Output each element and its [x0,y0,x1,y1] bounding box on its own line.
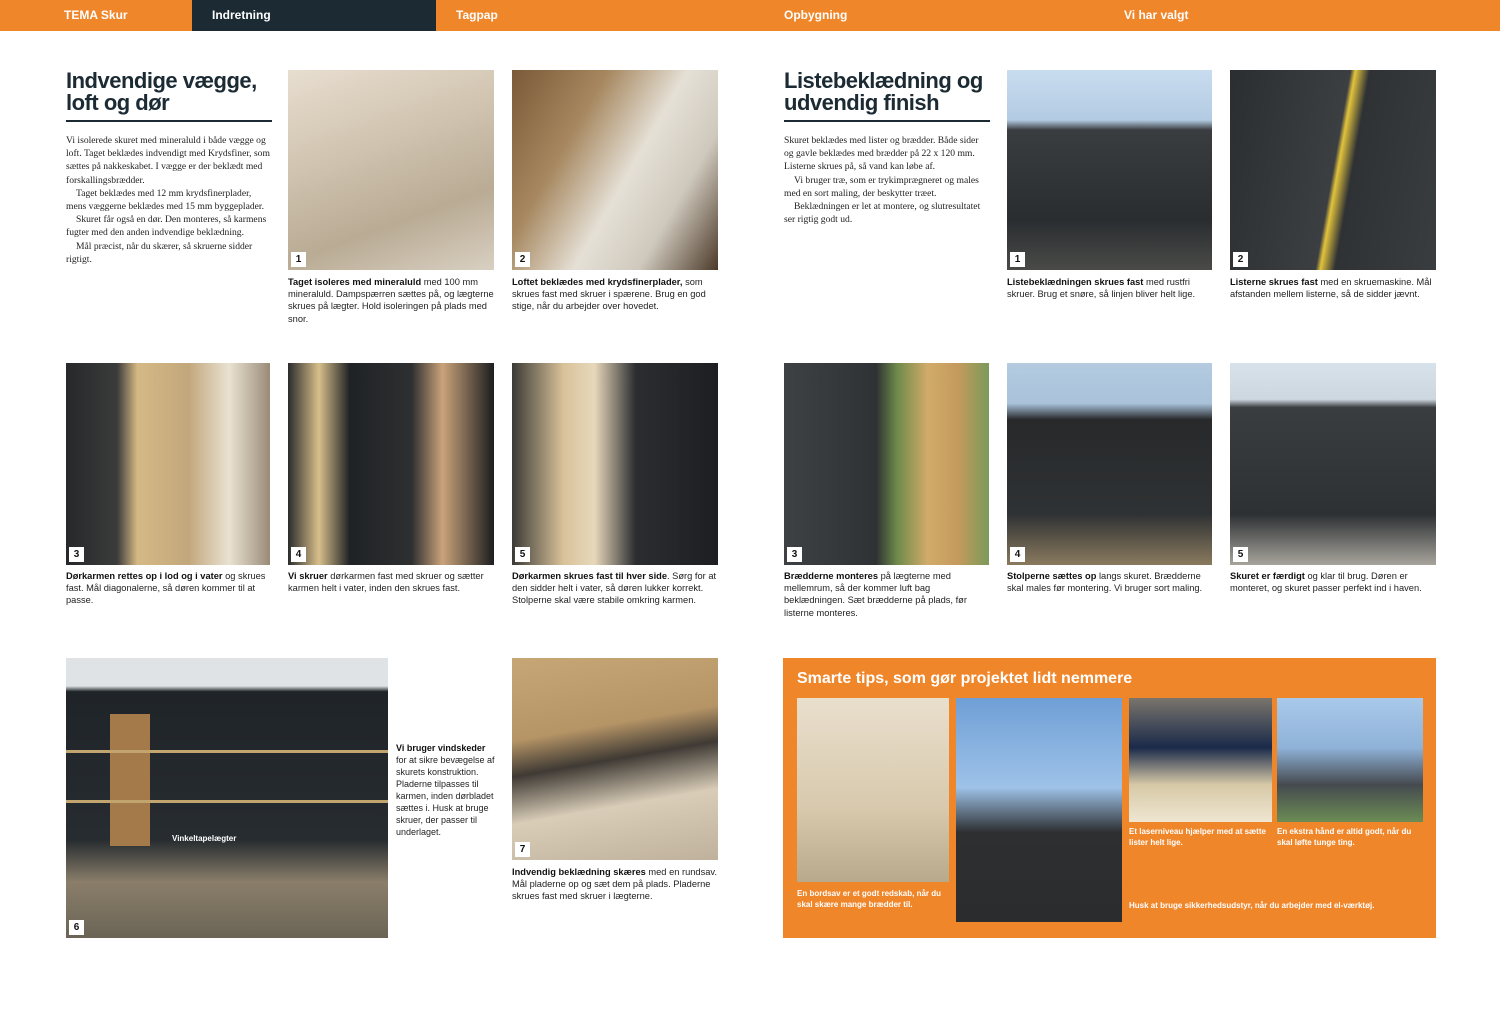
caption-lead: Vi skruer [288,571,328,581]
left-headline [66,70,276,114]
photo-shed-exterior-wrapped [66,658,388,938]
left-body-paragraph: Taget beklædes med 12 mm krydsfinerplader, mens væggerne beklædes med 15 mm byggeplader. [66,187,264,213]
photo-frame-sides [512,363,718,565]
caption-body: for at sikre bevægelse af skurets konstruktion. Pladerne tilpasses til karmen, inden dørbladet sættes i. Husk at bruge skruer, der passer til underlaget. [396,755,495,837]
left-headline-line-2: loft og dør [66,90,170,115]
nav-tab-vi-har-valgt[interactable]: Vi har valgt [1124,8,1189,22]
caption-lead: Listebeklædningen skrues fast [1007,277,1144,287]
caption-body: med 100 mm mineraluld. Dampspærren sættes på, og lægterne skrues på lægter. Hold isoleringen på plads med snor. [288,277,494,324]
tip-footer-text: Husk at bruge sikkerhedsudstyr, når du arbejder med el-værktøj. [1129,901,1375,910]
batten-line [66,800,388,803]
caption-lead: Stolperne sættes op [1007,571,1097,581]
photo-number: 2 [515,252,530,267]
photo-number: 1 [291,252,306,267]
left-headline-line-1: Indvendige vægge, [66,68,257,93]
caption-lead: Brædderne monteres [784,571,879,581]
caption-body: med en skruemaskine. Mål afstanden mellem listerne, så de sidder jævnt. [1230,277,1432,300]
photo-door-frame-level [66,363,270,565]
left-body-paragraph: Mål præcist, når du skærer, så skruerne sidder rigtigt. [66,240,253,265]
left-body-paragraph: Vi isolerede skuret med mineraluld i både vægge og loft. Taget beklædes indvendigt med Krydsfiner, som sættes på nakkeskabet. I vægge er der beklædt med forskallingsbrædder. [66,135,270,186]
caption-lead: Vi bruger vindskeder [396,743,486,753]
top-nav [0,0,1500,31]
caption-lead: Dørkarmen rettes op i lod og i vater [66,571,223,581]
right-headline [784,70,994,114]
photo-drill-battens [1230,70,1436,270]
photo-number: 3 [69,547,84,562]
photo-caption [512,276,718,313]
caption-body: med rustfri skruer. Brug et snøre, så linjen bliver helt lige. [1007,277,1196,300]
photo-ceiling-plywood [512,70,718,270]
photo-number: 5 [1233,547,1248,562]
right-headline-line-1: Listebeklædning og [784,68,983,93]
photo-screwing-frame [288,363,494,565]
photo-boards-mounting [784,363,989,565]
photo-caption [784,570,990,619]
photo-cutting-plywood [512,658,718,860]
photo-finished-shed [1230,363,1436,565]
right-headline-rule [784,120,990,122]
left-body-text [66,134,272,266]
caption-body: med en rundsav. Mål pladerne op og sæt dem på plads. Pladerne skrues fast med skruer i lægterne. [512,867,717,902]
photo-number: 1 [1010,252,1025,267]
photo-caption [1007,570,1213,594]
caption-lead: Dørkarmen skrues fast til hver side [512,571,668,581]
left-body-paragraph: Skuret får også en dør. Den monteres, så karmens fugter med den anden indvendige beklædning. [66,214,267,239]
tip-photo-table-saw [797,698,949,882]
nav-tab-opbygning[interactable]: Opbygning [784,8,848,22]
tip-text: En bordsav er et godt redskab, når du skal skære mange brædder til. [797,889,942,909]
right-body-paragraph: Beklædningen er let at montere, og slutresultatet ser rigtig godt ud. [784,201,981,226]
batten-line [66,750,388,753]
photo-caption [66,570,272,607]
photo-posts-along-shed [1007,363,1212,565]
right-body-paragraph: Skuret beklædes med lister og brædder. Både sider og gavle beklædes med brædder på 22 x 120 mm. Listerne skrues på, så vand kan løbe af. [784,135,979,173]
photo-overlay-label: Vinkeltapelægter [172,834,237,843]
caption-body: langs skuret. Brædderne skal males før montering. Vi bruger sort maling. [1007,571,1203,594]
caption-lead: Listerne skrues fast [1230,277,1318,287]
photo-caption [1230,570,1436,594]
caption-body: og klar til brug. Døren er monteret, og skuret passer perfekt ind i haven. [1230,571,1422,594]
photo-number: 4 [1010,547,1025,562]
right-body-paragraph: Vi bruger træ, som er trykimprægneret og males med en sort maling, der beskytter træet. [784,174,979,199]
right-headline-line-2: udvendig finish [784,90,940,115]
nav-tab-tagpap[interactable]: Tagpap [456,8,498,22]
caption-lead: Indvendig beklædning skæres [512,867,646,877]
tip-photo-clamp [956,698,1122,922]
caption-body: som skrues fast med skruer i spærene. Brug en god stige, når du arbejder over hovedet. [512,277,706,312]
photo-caption [288,570,494,594]
right-body-text [784,134,990,226]
photo-caption [512,866,718,903]
photo-number: 7 [515,842,530,857]
tips-box [783,658,1436,938]
tip-text: En ekstra hånd er altid godt, når du skal løfte tunge ting. [1277,827,1412,847]
caption-lead: Taget isoleres med mineraluld [288,277,422,287]
photo-number: 5 [515,547,530,562]
photo-number: 2 [1233,252,1248,267]
photo-caption [1007,276,1213,300]
photo-caption [512,570,718,607]
caption-lead: Skuret er færdigt [1230,571,1305,581]
nav-tab-tema[interactable]: TEMA Skur [64,8,128,22]
caption-body: på lægterne med mellemrum, så der kommer luft bag beklædningen. Sæt brædderne på plads, før listerne monteres. [784,571,967,618]
left-headline-rule [66,120,272,122]
caption-body: og skrues fast. Mål diagonalerne, så døren kommer til at passe. [66,571,266,606]
photo-insulation-ceiling [288,70,494,270]
photo-number: 4 [291,547,306,562]
photo-number: 6 [69,920,84,935]
caption-body: . Sørg for at den sidder helt i vater, så døren lukker korrekt. Stolperne skal være stabile omkring karmen. [512,571,717,606]
photo-caption [1230,276,1436,300]
photo-caption [288,276,494,325]
tip-photo-helpers [1277,698,1423,822]
tips-title: Smarte tips, som gør projektet lidt nemmere [797,670,1133,687]
photo-number: 3 [787,547,802,562]
side-caption [396,742,496,838]
tip-text: Et laserniveau hjælper med at sætte lister helt lige. [1129,827,1266,847]
caption-body: dørkarmen fast med skruer og sætter karmen helt i vater, inden den skrues fast. [288,571,484,594]
door-panel-shape [110,714,150,846]
caption-lead: Loftet beklædes med krydsfinerplader, [512,277,683,287]
photo-batten-cladding [1007,70,1212,270]
nav-tab-indretning[interactable]: Indretning [192,0,436,31]
tip-photo-laser-level [1129,698,1272,822]
